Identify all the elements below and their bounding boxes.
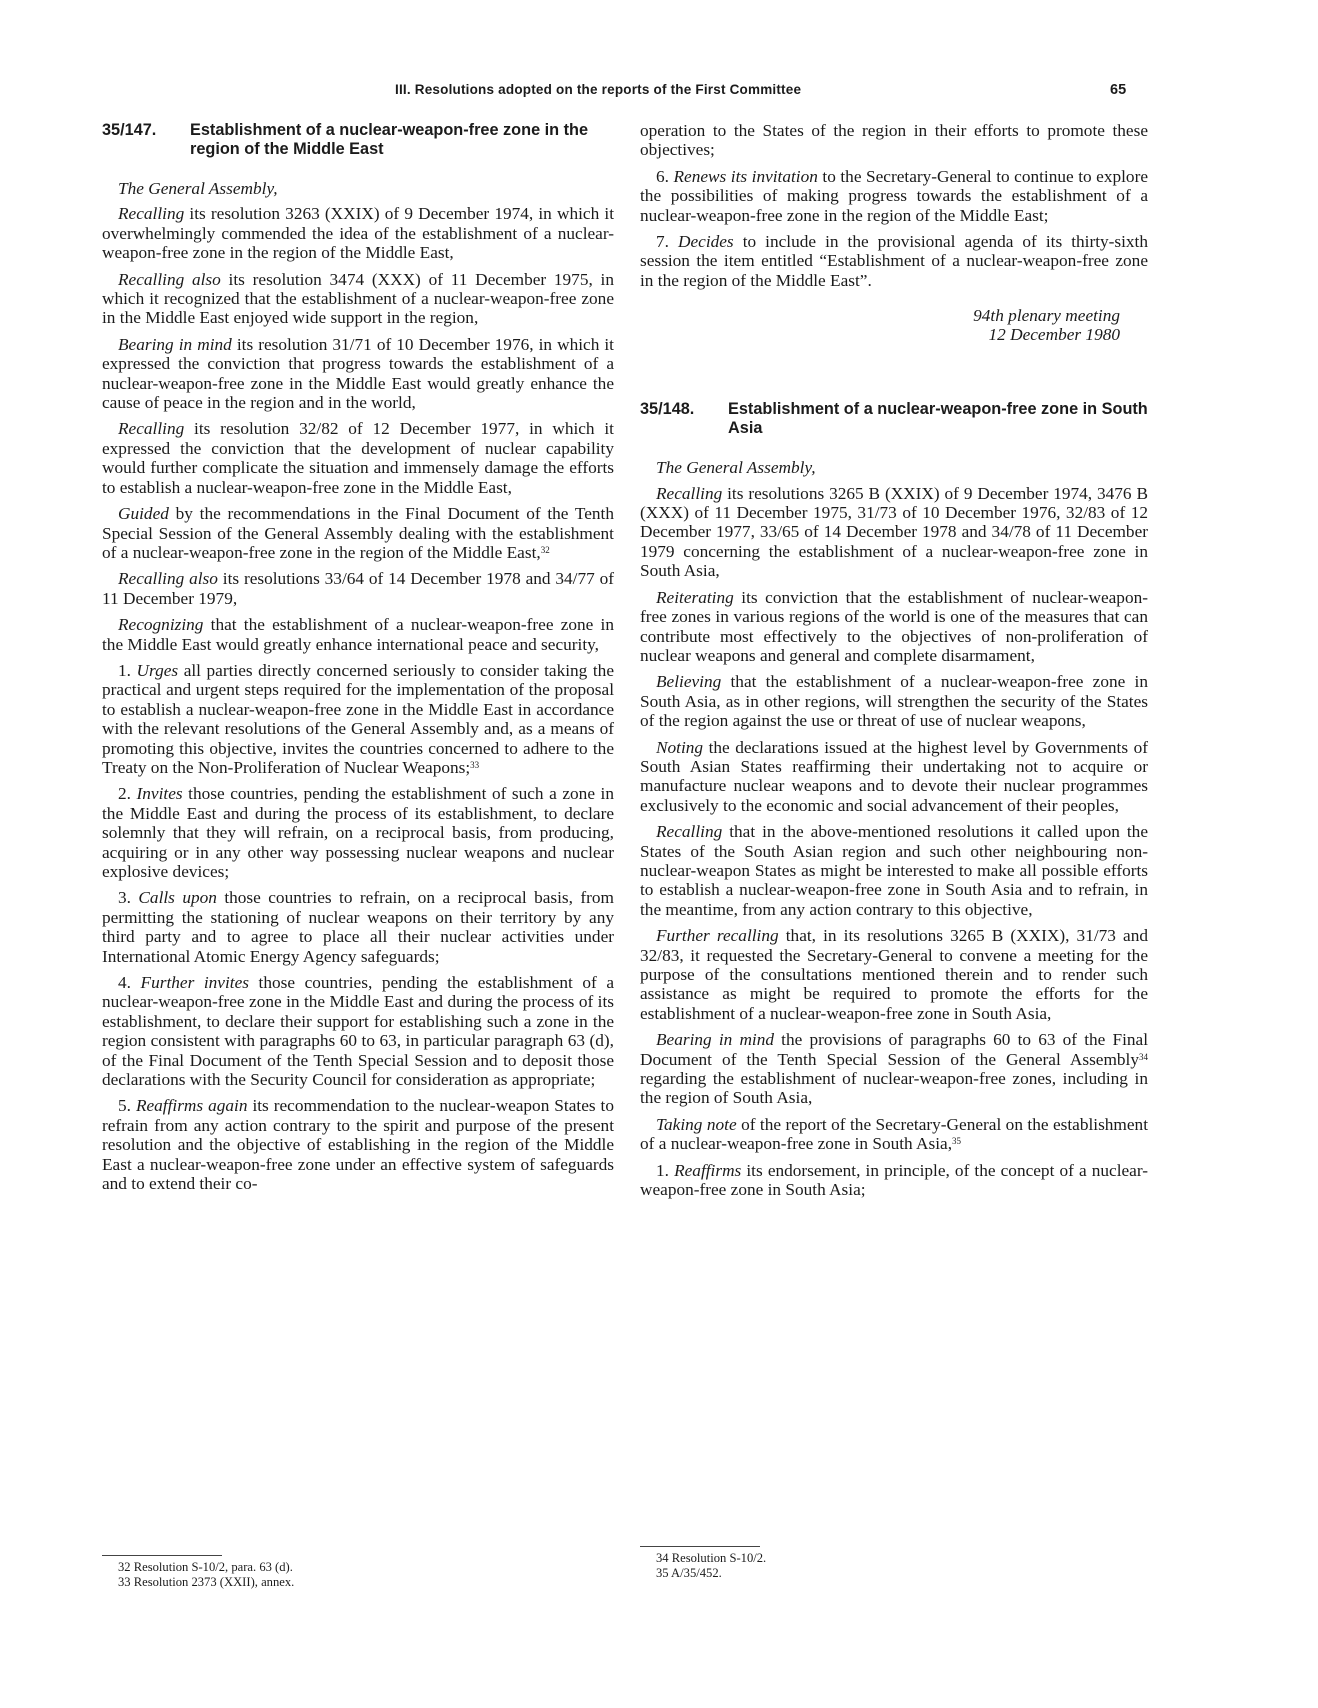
paragraph-keyword: Noting [656, 737, 704, 757]
resolution-paragraph [102, 784, 614, 881]
paragraph-text: its resolution 3474 (XXX) of 11 December 1975, in which it recognized that the establishment of a nuclear-weapon-free zone in the Middle East enjoyed wide support in the region, [102, 269, 614, 328]
paragraph-text: of the report of the Secretary-General on the establishment of a nuclear-weapon-free zone in South Asia, [640, 1114, 1148, 1154]
paragraph-number: 7. [656, 232, 678, 252]
paragraph-number: 4. [118, 973, 141, 993]
paragraph-number: 1. [656, 1160, 675, 1180]
running-header [0, 82, 1318, 106]
paragraph-keyword: Calls upon [138, 888, 217, 908]
footnote-rule [640, 1546, 760, 1547]
paragraph-keyword: Recalling [656, 483, 723, 503]
resolution-paragraph [640, 1030, 1148, 1108]
footnote: 35 A/35/452. [656, 1566, 722, 1580]
paragraph-keyword: Reiterating [656, 587, 734, 607]
paragraph-text: those countries, pending the establishment of a nuclear-weapon-free zone in the Middle East and during the process of its establishment, to declare their support for establishing such a zone in the region consistent with paragraphs 60 to 63, in particular paragraph 63 (d), of the Final Document of the Tenth Special Session and to deposit those declarations with the Security Council for consideration as appropriate; [102, 973, 614, 1090]
resolution-paragraph [640, 1115, 1148, 1154]
right-column [640, 121, 1148, 1206]
paragraph-text: its resolution 31/71 of 10 December 1976, in which it expressed the conviction that progress towards the establishment of a nuclear-weapon-free zone in the Middle East would greatly enhance the cause of peace in the region and in the world, [102, 334, 614, 413]
resolution-paragraph [640, 588, 1148, 666]
paragraph-keyword: Reaffirms [674, 1160, 742, 1180]
resolution-paragraph [640, 232, 1148, 290]
resolution-paragraph [640, 738, 1148, 816]
resolution-paragraph [102, 504, 614, 562]
paragraph-keyword: Guided [118, 504, 169, 524]
paragraph-text: its resolutions 3265 B (XXIX) of 9 December 1974, 3476 B (XXX) of 11 December 1975, 31/73 of 10 December 1976, 32/83 of 12 December 1977, 33/65 of 14 December 1978 and 34/78 of 11 December 1979 concerning the establishment of a nuclear-weapon-free zone in South Asia, [640, 483, 1148, 581]
resolution-paragraph [640, 1161, 1148, 1200]
footnotes-left [102, 1555, 362, 1590]
footnote-ref: 32 [540, 544, 550, 555]
paragraph-keyword: Further recalling [656, 926, 779, 946]
paragraph-number: 5. [118, 1096, 136, 1116]
resolution-paragraph [102, 204, 614, 262]
paragraph-number: 6. [656, 166, 674, 186]
page-number: 65 [1110, 82, 1127, 98]
left-paragraphs [102, 204, 614, 1193]
paragraph-text: that in the above-mentioned resolutions it called upon the States of the South Asian region and such other neighbouring non-nuclear-weapon States as might be interested to make all possible efforts to establish a nuclear-weapon-free zone in South Asia and to refrain, in the meantime, from any action contrary to this objective, [640, 822, 1148, 919]
paragraph-text: the declarations issued at the highest level by Governments of South Asian States reaffirming their undertaking not to acquire or manufacture nuclear weapons and to devote their nuclear programmes exclusively to the economic and social advancement of their peoples, [640, 737, 1148, 815]
resolution-title: Establishment of a nuclear-weapon-free zone in the region of the Middle East [190, 121, 589, 158]
footnote-rule [102, 1555, 222, 1556]
resolution-title: Establishment of a nuclear-weapon-free zone in South Asia [728, 400, 1148, 438]
paragraph-keyword: Reaffirms again [135, 1096, 248, 1116]
paragraph-text: its conviction that the establishment of nuclear-weapon-free zones in various regions of the world is one of the measures that can contribute most effectively to the objectives of non-proliferation of nuclear weapons and general and complete disarmament, [640, 587, 1148, 665]
resolution-paragraph [102, 569, 614, 608]
paragraph-keyword: Invites [136, 784, 183, 804]
paragraph-keyword: Recalling also [118, 269, 221, 289]
right-paragraphs [640, 484, 1148, 1200]
paragraph-keyword: Recognizing [118, 615, 204, 635]
resolution-paragraph [102, 661, 614, 777]
paragraph-keyword: Decides [678, 232, 734, 252]
general-assembly-line: The General Assembly, [656, 458, 816, 478]
meeting-date: 12 December 1980 [988, 325, 1120, 345]
section-heading: III. Resolutions adopted on the reports of the First Committee [395, 82, 802, 97]
paragraph-keyword: Bearing in mind [656, 1030, 775, 1050]
paragraph-keyword: Believing [656, 672, 722, 692]
resolution-paragraph [102, 1096, 614, 1193]
resolution-number: 35/148. [640, 400, 695, 419]
paragraph-keyword: Urges [136, 660, 179, 680]
paragraph-text: to the Secretary-General to continue to explore the possibilities of making progress towards the establishment of a nuclear-weapon-free zone in the region of the Middle East; [640, 166, 1148, 225]
paragraph-keyword: Recalling [656, 822, 723, 842]
paragraph-text: those countries, pending the establishment of such a zone in the Middle East and during the process of its establishment, to declare solemnly that they will refrain, on a reciprocal basis, from producing, acquiring or in any other way possessing nuclear weapons and nuclear explosive devices; [102, 784, 614, 881]
resolution-paragraph [102, 973, 614, 1089]
paragraph-number: 1. [118, 660, 137, 680]
footnote-ref: 35 [952, 1136, 962, 1147]
resolution-number: 35/147. [102, 121, 157, 139]
paragraph-keyword: Recalling [118, 419, 185, 439]
paragraph-keyword: Further invites [140, 973, 249, 993]
paragraph-keyword: Recalling also [118, 569, 218, 589]
resolution-paragraph [640, 484, 1148, 581]
footnote: 32 Resolution S-10/2, para. 63 (d). [118, 1560, 293, 1574]
resolution-paragraph [640, 167, 1148, 225]
paragraph-text: by the recommendations in the Final Document of the Tenth Special Session of the General Assembly dealing with the establishment of a nuclear-weapon-free zone in the region of the Middle East, [102, 504, 614, 562]
paragraph-text: to include in the provisional agenda of its thirty-sixth session the item entitled “Establishment of a nuclear-weapon-free zone in the region of the Middle East”. [640, 232, 1149, 290]
general-assembly-line: The General Assembly, [118, 179, 278, 198]
resolution-paragraph [640, 672, 1148, 730]
paragraph-number: 3. [118, 888, 139, 908]
left-column [102, 121, 614, 1201]
footnote: 33 Resolution 2373 (XXII), annex. [118, 1575, 295, 1589]
paragraph-keyword: Renews its invitation [673, 166, 818, 186]
resolution-heading-35-148 [640, 400, 1148, 438]
plenary-meeting: 94th plenary meeting [973, 306, 1120, 326]
footnote: 34 Resolution S-10/2. [656, 1551, 767, 1565]
paragraph-number: 2. [118, 784, 137, 804]
paragraph-keyword: Taking note [656, 1114, 737, 1134]
paragraph-text: its resolutions 33/64 of 14 December 1978 and 34/77 of 11 December 1979, [102, 569, 615, 608]
paragraph-keyword: Recalling [118, 204, 185, 224]
paragraph-text: that, in its resolutions 3265 B (XXIX), 31/73 and 32/83, it requested the Secretary-General to convene a meeting for the purpose of the consultations mentioned therein and to render such assistance as might be required to promote the efforts for the establishment of a nuclear-weapon-free zone in South Asia, [640, 926, 1148, 1023]
resolution-paragraph [640, 822, 1148, 919]
resolution-paragraph [102, 270, 614, 328]
paragraph-text: all parties directly concerned seriously to consider taking the practical and urgent steps required for the implementation of the proposal to establish a nuclear-weapon-free zone in the Middle East in accordance with the relevant resolutions of the General Assembly and, as a means of promoting this objective, invites the countries concerned to adhere to the Treaty on the Non-Proliferation of Nuclear Weapons; [102, 660, 614, 777]
paragraph-keyword: Bearing in mind [118, 334, 232, 354]
paragraph-text: its resolution 32/82 of 12 December 1977, in which it expressed the conviction that the development of nuclear capability would further complicate the situation and immensely damage the efforts to establish a nuclear-weapon-free zone in the Middle East, [102, 419, 614, 497]
paragraph-text: regarding the establishment of nuclear-weapon-free zones, including in the region of South Asia, [640, 1069, 1148, 1108]
resolution-paragraph [102, 335, 614, 413]
continued-paragraph: operation to the States of the region in their efforts to promote these objectives; [640, 121, 1148, 160]
resolution-paragraph [640, 926, 1148, 1023]
operative-paragraphs-35-147 [640, 167, 1148, 290]
resolution-paragraph [102, 419, 614, 497]
paragraph-text: that the establishment of a nuclear-weapon-free zone in South Asia, as in other regions, will strengthen the security of the States of the region against the use or threat of use of nuclear weapons, [640, 672, 1148, 731]
paragraph-text: its endorsement, in principle, of the concept of a nuclear-weapon-free zone in South Asia; [640, 1160, 1149, 1200]
resolution-heading-35-147 [102, 121, 614, 159]
resolution-paragraph [102, 888, 614, 966]
paragraph-text: its resolution 3263 (XXIX) of 9 December 1974, in which it overwhelmingly commended the idea of the establishment of a nuclear-weapon-free zone in the region of the Middle East, [102, 204, 614, 263]
paragraph-text: those countries to refrain, on a reciprocal basis, from permitting the stationing of nuclear weapons on their territory by any third party and to agree to place all their nuclear activities under International Atomic Energy Agency safeguards; [102, 888, 614, 966]
paragraph-text: its recommendation to the nuclear-weapon States to refrain from any action contrary to the spirit and purpose of the present resolution and the objective of establishing in the region of the Middle East a nuclear-weapon-free zone under an effective system of safeguards and to extend their co- [102, 1096, 614, 1194]
resolution-paragraph [102, 615, 614, 654]
paragraph-text: that the establishment of a nuclear-weapon-free zone in the Middle East would greatly enhance international peace and security, [102, 615, 614, 654]
footnote-ref: 33 [470, 759, 480, 770]
meeting-signature [640, 306, 1120, 344]
footnotes-right [640, 1546, 900, 1581]
footnote-ref: 34 [1139, 1051, 1148, 1062]
paragraph-text: the provisions of paragraphs 60 to 63 of the Final Document of the Tenth Special Session of the General Assembly [640, 1030, 1148, 1069]
